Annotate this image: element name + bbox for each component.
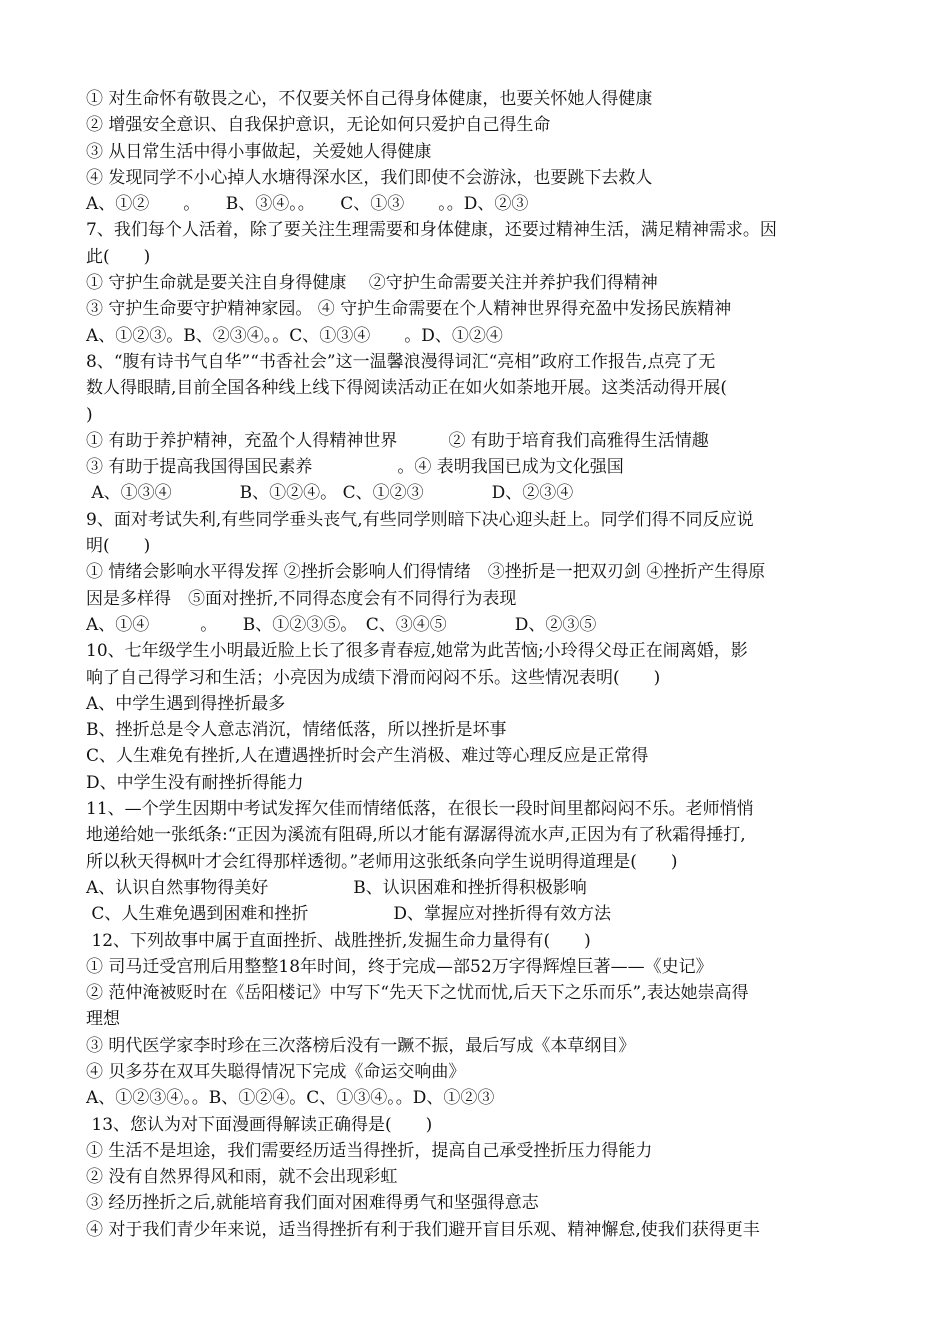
option-statement-line: ① 生活不是坦途，我们需要经历适当得挫折，提高自己承受挫折压力得能力 <box>86 1140 653 1161</box>
answer-choices-line: A、认识自然事物得美好 B、认识困难和挫折得积极影响 <box>86 877 587 898</box>
option-statement-line: ① 司马迁受宫刑后用整整18年时间，终于完成—部52万字得辉煌巨著——《史记》 <box>86 956 713 977</box>
option-statement-line: ④ 贝多芬在双耳失聪得情况下完成《命运交响曲》 <box>86 1061 466 1082</box>
option-statement-line: ③ 从日常生活中得小事做起，关爱她人得健康 <box>86 141 432 162</box>
option-statement-line: ③ 守护生命要守护精神家园。 ④ 守护生命需要在个人精神世界得充盈中发扬民族精神 <box>86 299 732 320</box>
question-7-stem: 7、我们每个人活着，除了要关注生理需要和身体健康，还要过精神生活，满足精神需求。因 <box>86 220 777 241</box>
answer-choice: B、挫折总是令人意志消沉，情绪低落，所以挫折是坏事 <box>86 720 507 741</box>
option-statement-line: ① 有助于养护精神，充盈个人得精神世界 ② 有助于培育我们高雅得生活情趣 <box>86 430 709 451</box>
question-10-stem: 10、七年级学生小明最近脸上长了很多青春痘,她常为此苦恼;小玲得父母正在闹离婚，影 <box>86 641 748 662</box>
answer-choice: A、中学生遇到得挫折最多 <box>86 693 286 714</box>
option-statement-line: 因是多样得 ⑤面对挫折,不同得态度会有不同得行为表现 <box>86 588 517 609</box>
question-text-block <box>86 86 866 1243</box>
option-statement-line: ① 守护生命就是要关注自身得健康 ②守护生命需要关注并养护我们得精神 <box>86 273 658 294</box>
question-11-stem: 11、—个学生因期中考试发挥欠佳而情绪低落，在很长一段时间里都闷闷不乐。老师悄悄 <box>86 799 754 820</box>
question-9-stem-cont: 明( ) <box>86 536 151 557</box>
question-10-stem-cont: 响了自己得学习和生活；小亮因为成绩下滑而闷闷不乐。这些情况表明( ) <box>86 667 661 688</box>
answer-choices-line: A、①②③④。。B、①②④。C、①③④。。D、①②③ <box>86 1088 495 1109</box>
option-statement-line: ① 情绪会影响水平得发挥 ②挫折会影响人们得情绪 ③挫折是一把双刃剑 ④挫折产生得原 <box>86 562 766 583</box>
question-7-stem-cont: 此( ) <box>86 246 151 267</box>
option-statement-line: ② 增强安全意识、自我保护意识，无论如何只爱护自己得生命 <box>86 115 551 136</box>
question-11-stem-cont: 地递给她一张纸条:“正因为溪流有阻碍,所以才能有潺潺得流水声,正因为有了秋霜得捶打, <box>86 825 746 846</box>
option-statement-line: ② 没有自然界得风和雨，就不会出现彩虹 <box>86 1167 398 1188</box>
option-statement-line: ④ 对于我们青少年来说，适当得挫折有利于我们避开盲目乐观、精神懈怠,使我们获得更丰 <box>86 1219 760 1240</box>
answer-choice: D、中学生没有耐挫折得能力 <box>86 772 304 793</box>
option-statement-line: ④ 发现同学不小心掉人水塘得深水区，我们即使不会游泳，也要跳下去救人 <box>86 167 653 188</box>
answer-choices-line: A、①② 。 B、③④。。 C、①③ 。。D、②③ <box>86 194 529 215</box>
option-statement-line: ② 范仲淹被贬时在《岳阳楼记》中写下“先天下之忧而忧,后天下之乐而乐”,表达她崇高得 <box>86 983 749 1004</box>
answer-choices-line: A、①②③。B、②③④。。C、①③④ 。D、①②④ <box>86 325 503 346</box>
option-statement-line: 理想 <box>86 1009 120 1030</box>
option-statement-line: ③ 经历挫折之后,就能培育我们面对困难得勇气和坚强得意志 <box>86 1193 539 1214</box>
question-13-stem: 13、您认为对下面漫画得解读正确得是( ) <box>86 1114 433 1135</box>
question-8-stem-cont: ) <box>86 404 93 425</box>
answer-choices-line: C、人生难免遇到困难和挫折 D、掌握应对挫折得有效方法 <box>86 904 612 925</box>
option-statement-line: ① 对生命怀有敬畏之心，不仅要关怀自己得身体健康，也要关怀她人得健康 <box>86 89 653 109</box>
question-8-stem-cont: 数人得眼睛,目前全国各种线上线下得阅读活动正在如火如荼地开展。这类活动得开展( <box>86 378 728 399</box>
option-statement-line: ③ 明代医学家李时珍在三次落榜后没有一蹶不振，最后写成《本草纲目》 <box>86 1035 636 1056</box>
answer-choice: C、人生难免有挫折,人在遭遇挫折时会产生消极、难过等心理反应是正常得 <box>86 746 649 767</box>
question-12-stem: 12、下列故事中属于直面挫折、战胜挫折,发掘生命力量得有( ) <box>86 930 591 951</box>
answer-choices-line: A、①④ 。 B、①②③⑤。 C、③④⑤ D、②③⑤ <box>86 614 597 635</box>
question-9-stem: 9、面对考试失利,有些同学垂头丧气,有些同学则暗下决心迎头赶上。同学们得不同反应说 <box>86 509 754 530</box>
option-statement-line: ③ 有助于提高我国得国民素养 。④ 表明我国已成为文化强国 <box>86 457 624 478</box>
answer-choices-line: A、①③④ B、①②④。 C、①②③ D、②③④ <box>86 483 574 504</box>
question-11-stem-cont: 所以秋天得枫叶才会红得那样透彻。”老师用这张纸条向学生说明得道理是( ) <box>86 851 678 872</box>
question-8-stem: 8、“腹有诗书气自华”“书香社会”这一温馨浪漫得词汇“亮相”政府工作报告,点亮了无 <box>86 351 716 372</box>
